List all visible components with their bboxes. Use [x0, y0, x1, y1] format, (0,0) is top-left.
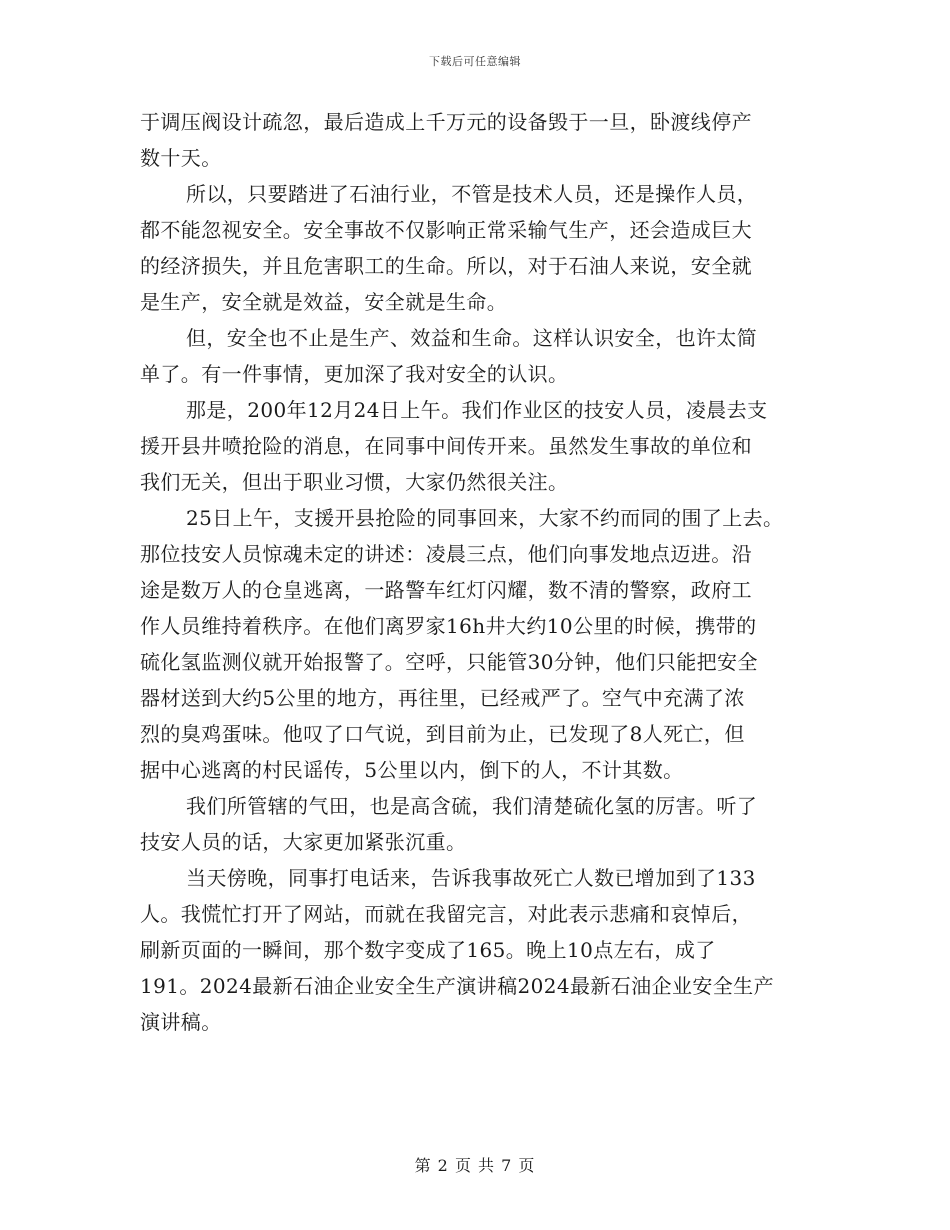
- document-body: [140, 104, 820, 1040]
- text-line: 人。我慌忙打开了网站，而就在我留完言，对此表示悲痛和哀悼后，: [140, 902, 752, 926]
- text-line: 191。2024最新石油企业安全生产演讲稿2024最新石油企业安全生产: [140, 974, 774, 998]
- text-line: 于调压阀设计疏忽，最后造成上千万元的设备毁于一旦，卧渡线停产: [140, 110, 752, 134]
- text-line: 我们无关，但出于职业习惯，大家仍然很关注。: [140, 470, 569, 494]
- text-line: 当天傍晚，同事打电话来，告诉我事故死亡人数已增加到了133: [186, 866, 756, 890]
- text-line: 单了。有一件事情，更加深了我对安全的认识。: [140, 362, 569, 386]
- text-line: 那是，200年12月24日上午。我们作业区的技安人员，凌晨去支: [186, 398, 768, 422]
- text-line: 器材送到大约5公里的地方，再往里，已经戒严了。空气中充满了浓: [140, 686, 745, 710]
- page-number: 第 2 页 共 7 页: [414, 1156, 536, 1175]
- text-line: 硫化氢监测仪就开始报警了。空呼，只能管30分钟，他们只能把安全: [140, 650, 758, 674]
- text-line: 途是数万人的仓皇逃离，一路警车红灯闪耀，数不清的警察，政府工: [140, 578, 752, 602]
- text-line: 数十天。: [140, 146, 222, 170]
- text-line: 所以，只要踏进了石油行业，不管是技术人员，还是操作人员，: [186, 182, 758, 206]
- text-line: 烈的臭鸡蛋味。他叹了口气说，到目前为止，已发现了8人死亡，但: [140, 722, 745, 746]
- text-line: 演讲稿。: [140, 1010, 222, 1034]
- text-line: 技安人员的话，大家更加紧张沉重。: [140, 830, 467, 854]
- text-line: 作人员维持着秩序。在他们离罗家16h井大约10公里的时候，携带的: [140, 614, 757, 638]
- text-line: 都不能忽视安全。安全事故不仅影响正常采输气生产，还会造成巨大: [140, 218, 752, 242]
- text-line: 25日上午，支援开县抢险的同事回来，大家不约而同的围了上去。: [186, 506, 784, 530]
- text-line: 的经济损失，并且危害职工的生命。所以，对于石油人来说，安全就: [140, 254, 752, 278]
- text-line: 据中心逃离的村民谣传，5公里以内，倒下的人，不计其数。: [140, 758, 684, 782]
- text-line: 但，安全也不止是生产、效益和生命。这样认识安全，也许太简: [186, 326, 758, 350]
- text-line: 是生产，安全就是效益，安全就是生命。: [140, 290, 508, 314]
- text-line: 援开县井喷抢险的消息，在同事中间传开来。虽然发生事故的单位和: [140, 434, 752, 458]
- text-line: 刷新页面的一瞬间，那个数字变成了165。晚上10点左右，成了: [140, 938, 716, 962]
- text-line: 那位技安人员惊魂未定的讲述：凌晨三点，他们向事发地点迈进。沿: [140, 542, 752, 566]
- page-header: 下载后可任意编辑: [429, 55, 521, 68]
- text-line: 我们所管辖的气田，也是高含硫，我们清楚硫化氢的厉害。听了: [186, 794, 758, 818]
